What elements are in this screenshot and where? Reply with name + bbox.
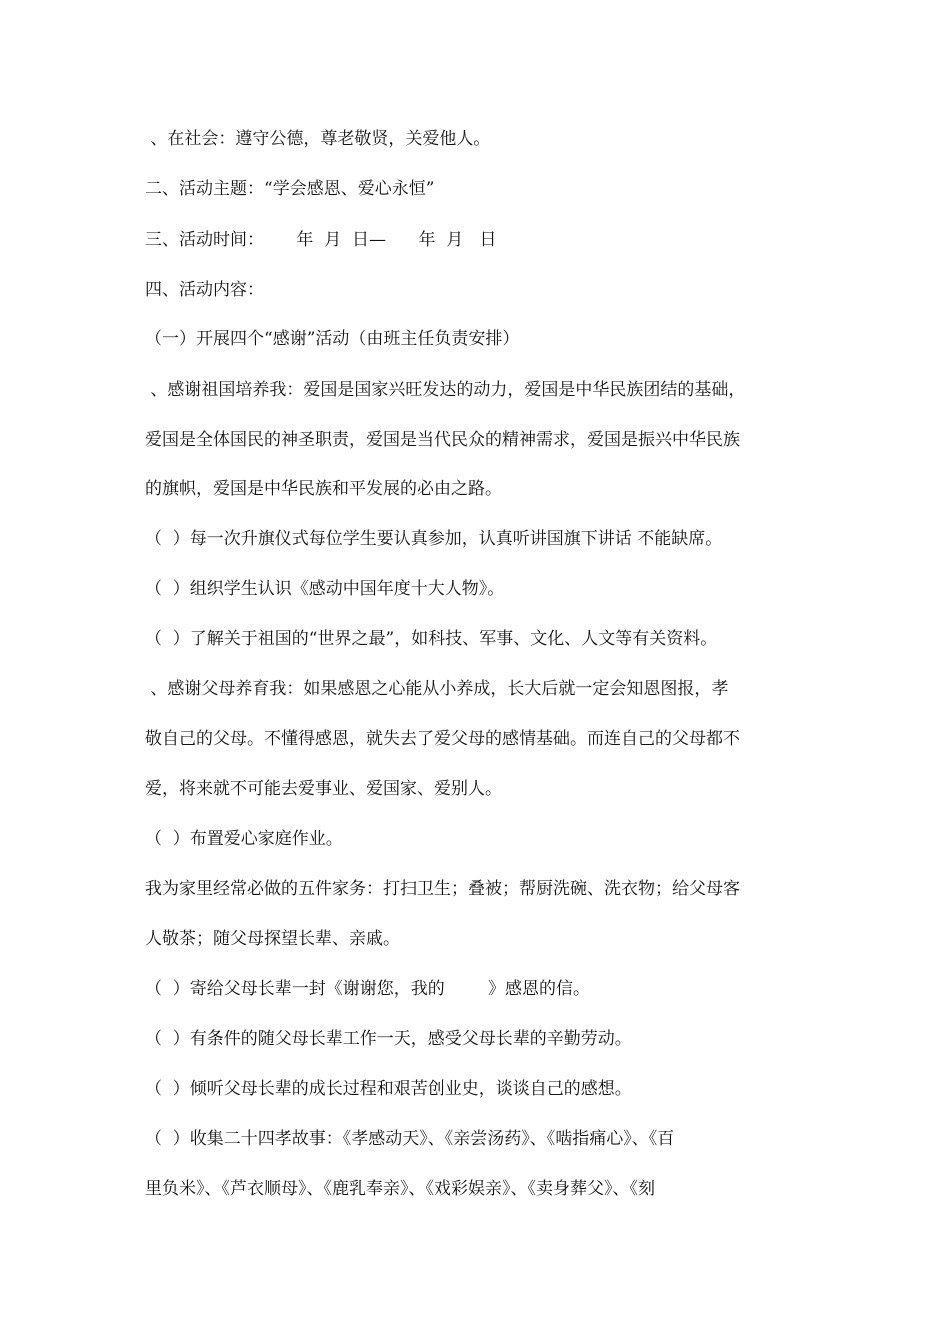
text-line: （ ）组织学生认识《感动中国年度十大人物》。 (145, 579, 505, 599)
text-line: 我为家里经常必做的五件家务：打扫卫生；叠被；帮厨洗碗、洗衣物；给父母客 (145, 879, 740, 899)
text-line: 、感谢祖国培养我：爱国是国家兴旺发达的动力，爱国是中华民族团结的基础， (145, 380, 746, 400)
text-line: 爱，将来就不可能去爱事业、爱国家、爱别人。 (145, 779, 502, 799)
text-line: 人敬茶；随父母探望长辈、亲戚。 (145, 929, 400, 949)
text-line: 四、活动内容： (145, 280, 264, 300)
text-line: 的旗帜，爱国是中华民族和平发展的必由之路。 (145, 479, 502, 499)
text-line: （一）开展四个“感谢”活动（由班主任负责安排） (145, 329, 520, 349)
text-line: （ ）每一次升旗仪式每位学生要认真参加，认真听讲国旗下讲话 不能缺席。 (145, 529, 723, 549)
text-line: （ ）收集二十四孝故事：《孝感动天》、《亲尝汤药》、《啮指痛心》、《百 (145, 1129, 675, 1149)
text-line: 、感谢父母养育我：如果感恩之心能从小养成，长大后就一定会知恩图报，孝 (145, 679, 729, 699)
text-line: 里负米》、《芦衣顺母》、《鹿乳奉亲》、《戏彩娱亲》、《卖身葬父》、《刻 (145, 1179, 655, 1199)
text-line: （ ）有条件的随父母长辈工作一天，感受父母长辈的辛勤劳动。 (145, 1029, 632, 1049)
text-line: 爱国是全体国民的神圣职责，爱国是当代民众的精神需求，爱国是振兴中华民族 (145, 430, 740, 450)
text-line: （ ）倾听父母长辈的成长过程和艰苦创业史，谈谈自己的感想。 (145, 1079, 632, 1099)
text-line: 敬自己的父母。不懂得感恩，就失去了爱父母的感情基础。而连自己的父母都不 (145, 729, 740, 749)
text-line: 、在社会：遵守公德，尊老敬贤，关爱他人。 (145, 129, 491, 149)
text-line: 二、活动主题：“学会感恩、爱心永恒” (145, 179, 435, 199)
text-line: （ ）寄给父母长辈一封《谢谢您，我的 》感恩的信。 (145, 979, 591, 999)
text-line: （ ）了解关于祖国的“世界之最”，如科技、军事、文化、人文等有关资料。 (145, 629, 718, 649)
text-line: （ ）布置爱心家庭作业。 (145, 829, 343, 849)
text-line: 三、活动时间： 年 月 日— 年 月 日 (145, 230, 497, 250)
